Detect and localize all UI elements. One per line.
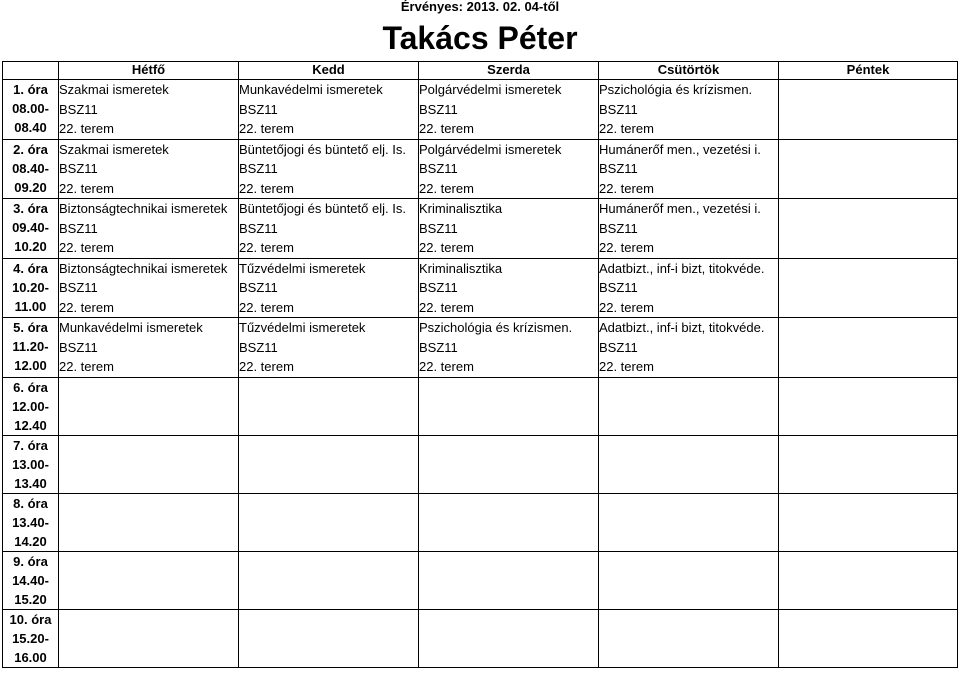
lesson-cell	[779, 551, 958, 609]
lesson-subject: Polgárvédelmi ismeretek	[419, 141, 562, 157]
lesson-group: BSZ11	[239, 280, 278, 295]
lesson-subject: Szakmai ismeretek	[59, 82, 169, 97]
lesson-cell	[599, 139, 779, 199]
lesson-subject: Munkavédelmi ismeretek	[239, 82, 383, 97]
lesson-slot-start: 13.40-	[12, 514, 49, 530]
lesson-slot-start: 10.20-	[12, 279, 49, 295]
lesson-cell	[779, 435, 958, 493]
lesson-slot-label: 5. óra	[13, 320, 48, 335]
lesson-cell	[239, 551, 419, 609]
lesson-group	[779, 338, 957, 358]
lesson-group	[779, 219, 957, 239]
lesson-subject	[779, 140, 957, 160]
lesson-room: 22. terem	[59, 121, 114, 136]
lesson-cell	[59, 258, 239, 318]
lesson-cell	[779, 199, 958, 259]
lesson-cell	[419, 609, 599, 667]
lesson-room	[779, 357, 957, 377]
lesson-slot	[3, 258, 59, 318]
lesson-room: 22. terem	[239, 180, 294, 196]
lesson-slot	[3, 551, 59, 609]
lesson-group: BSZ11	[59, 280, 98, 295]
lesson-subject: Adatbizt., inf-i bizt, titokvéde.	[599, 320, 765, 335]
lesson-row	[3, 435, 958, 493]
lesson-room: 22. terem	[59, 359, 114, 374]
lesson-slot-end: 12.40	[14, 417, 47, 433]
lesson-cell	[419, 318, 599, 378]
lesson-slot-start: 09.40-	[12, 220, 49, 235]
day-header: Péntek	[779, 62, 958, 80]
lesson-group: BSZ11	[599, 339, 638, 355]
lesson-slot-end: 16.00	[14, 649, 47, 665]
lesson-room: 22. terem	[239, 299, 294, 315]
day-header: Szerda	[419, 62, 599, 80]
lesson-group: BSZ11	[599, 161, 638, 176]
lesson-room: 22. terem	[599, 299, 654, 315]
lesson-group	[779, 278, 957, 298]
timetable	[2, 61, 958, 668]
lesson-slot-start: 14.40-	[12, 572, 49, 588]
lesson-row	[3, 493, 958, 551]
lesson-slot-end: 08.40	[14, 120, 47, 135]
lesson-cell	[779, 318, 958, 378]
lesson-cell	[779, 609, 958, 667]
lesson-subject	[779, 199, 957, 219]
lesson-slot-start: 13.00-	[12, 456, 49, 472]
lesson-subject: Pszichológia és krízismen.	[419, 320, 573, 335]
lesson-subject: Polgárvédelmi ismeretek	[419, 82, 562, 97]
lesson-cell	[599, 493, 779, 551]
lesson-slot-end: 12.00	[14, 358, 47, 373]
lesson-row	[3, 139, 958, 199]
lesson-room: 22. terem	[239, 359, 294, 374]
lesson-slot-start: 15.20-	[12, 630, 49, 646]
lesson-room	[779, 119, 957, 139]
lesson-cell	[599, 318, 779, 378]
day-header-row	[3, 62, 958, 80]
lesson-slot-end: 15.20	[14, 591, 47, 607]
lesson-cell	[779, 377, 958, 435]
lesson-room: 22. terem	[59, 240, 114, 255]
lesson-slot-label: 10. óra	[9, 611, 52, 627]
lesson-group: BSZ11	[59, 101, 98, 117]
lesson-group: BSZ11	[239, 220, 278, 236]
lesson-group: BSZ11	[599, 101, 638, 117]
validity-date: Érvényes: 2013. 02. 04-től	[400, 0, 560, 14]
lesson-room: 22. terem	[599, 121, 654, 136]
lesson-group: BSZ11	[599, 280, 638, 295]
lesson-row	[3, 80, 958, 140]
lesson-row	[3, 199, 958, 259]
lesson-subject: Tűzvédelmi ismeretek	[239, 320, 366, 335]
lesson-group: BSZ11	[239, 101, 278, 117]
lesson-cell	[599, 435, 779, 493]
lesson-cell	[59, 377, 239, 435]
lesson-slot-end: 13.40	[14, 475, 47, 491]
lesson-group: BSZ11	[239, 339, 278, 355]
lesson-subject: Humánerőf men., vezetési i.	[599, 141, 761, 157]
lesson-cell	[239, 318, 419, 378]
lesson-room	[779, 298, 957, 318]
lesson-cell	[599, 258, 779, 318]
lesson-room: 22. terem	[59, 180, 114, 196]
corner-cell	[3, 62, 59, 80]
lesson-room: 22. terem	[419, 299, 474, 315]
lesson-cell	[239, 139, 419, 199]
lesson-cell	[419, 377, 599, 435]
lesson-subject: Biztonságtechnikai ismeretek	[59, 260, 228, 276]
lesson-subject	[779, 318, 957, 338]
lesson-slot	[3, 318, 59, 378]
lesson-slot-start: 11.20-	[12, 339, 49, 354]
lesson-cell	[239, 377, 419, 435]
lesson-subject: Szakmai ismeretek	[59, 141, 169, 157]
lesson-slot	[3, 139, 59, 199]
lesson-cell	[419, 493, 599, 551]
lesson-slot	[3, 435, 59, 493]
lesson-slot-label: 8. óra	[13, 495, 48, 511]
lesson-cell	[239, 435, 419, 493]
lesson-subject: Büntetőjogi és büntető elj. Is.	[239, 201, 406, 216]
lesson-cell	[599, 199, 779, 259]
lesson-cell	[59, 609, 239, 667]
lesson-subject: Munkavédelmi ismeretek	[59, 320, 203, 335]
lesson-slot-label: 3. óra	[13, 201, 48, 216]
lesson-cell	[239, 80, 419, 140]
lesson-cell	[599, 551, 779, 609]
lesson-cell	[779, 493, 958, 551]
lesson-subject	[779, 259, 957, 279]
lesson-room: 22. terem	[239, 240, 294, 255]
lesson-slot-label: 7. óra	[13, 437, 48, 453]
day-header: Hétfő	[59, 62, 239, 80]
lesson-room	[779, 238, 957, 258]
lesson-slot-start: 08.40-	[12, 160, 49, 176]
lesson-slot-start: 08.00-	[12, 101, 49, 116]
lesson-slot-label: 1. óra	[13, 82, 48, 97]
lesson-slot-label: 2. óra	[13, 141, 48, 157]
lesson-cell	[599, 80, 779, 140]
lesson-cell	[419, 435, 599, 493]
lesson-cell	[59, 80, 239, 140]
lesson-cell	[59, 551, 239, 609]
lesson-subject	[779, 80, 957, 100]
day-header: Csütörtök	[599, 62, 779, 80]
lesson-group: BSZ11	[599, 220, 638, 236]
lesson-cell	[779, 80, 958, 140]
lesson-room: 22. terem	[419, 180, 474, 196]
lesson-group: BSZ11	[59, 220, 98, 236]
lesson-cell	[239, 258, 419, 318]
lesson-group: BSZ11	[59, 339, 98, 355]
lesson-cell	[599, 377, 779, 435]
lesson-group: BSZ11	[419, 161, 458, 176]
lesson-cell	[419, 258, 599, 318]
lesson-cell	[599, 609, 779, 667]
lesson-cell	[239, 493, 419, 551]
lesson-row	[3, 258, 958, 318]
lesson-room: 22. terem	[599, 359, 654, 374]
lesson-cell	[419, 551, 599, 609]
lesson-cell	[419, 80, 599, 140]
lesson-slot-end: 09.20	[14, 179, 47, 195]
lesson-cell	[59, 139, 239, 199]
lesson-cell	[239, 609, 419, 667]
lesson-group: BSZ11	[239, 161, 278, 176]
lesson-group: BSZ11	[419, 101, 458, 117]
lesson-slot	[3, 493, 59, 551]
lesson-cell	[779, 258, 958, 318]
lesson-group: BSZ11	[419, 339, 458, 355]
teacher-name: Takács Péter	[382, 20, 578, 56]
lesson-room: 22. terem	[599, 240, 654, 255]
lesson-room: 22. terem	[419, 121, 474, 136]
lesson-subject: Adatbizt., inf-i bizt, titokvéde.	[599, 260, 765, 276]
lesson-row	[3, 318, 958, 378]
day-header: Kedd	[239, 62, 419, 80]
lesson-cell	[59, 435, 239, 493]
lesson-cell	[239, 199, 419, 259]
lesson-slot-start: 12.00-	[12, 398, 49, 414]
lesson-room	[779, 179, 957, 199]
lesson-slot-label: 6. óra	[13, 379, 48, 395]
lesson-slot-end: 10.20	[14, 239, 47, 254]
lesson-row	[3, 377, 958, 435]
lesson-row	[3, 551, 958, 609]
lesson-cell	[59, 318, 239, 378]
lesson-subject: Tűzvédelmi ismeretek	[239, 260, 366, 276]
lesson-room: 22. terem	[59, 299, 114, 315]
lesson-room: 22. terem	[419, 359, 474, 374]
lesson-group	[779, 100, 957, 120]
lesson-slot	[3, 199, 59, 259]
lesson-slot-label: 9. óra	[13, 553, 48, 569]
lesson-cell	[419, 199, 599, 259]
lesson-group: BSZ11	[59, 161, 98, 176]
lesson-cell	[59, 493, 239, 551]
lesson-slot	[3, 609, 59, 667]
lesson-slot	[3, 377, 59, 435]
lesson-group: BSZ11	[419, 280, 458, 295]
timetable-body	[3, 80, 958, 668]
lesson-group	[779, 159, 957, 179]
lesson-cell	[779, 139, 958, 199]
lesson-room: 22. terem	[419, 240, 474, 255]
lesson-slot-end: 11.00	[14, 298, 47, 314]
lesson-slot-label: 4. óra	[13, 260, 48, 276]
lesson-subject: Büntetőjogi és büntető elj. Is.	[239, 141, 406, 157]
lesson-slot-end: 14.20	[14, 533, 47, 549]
lesson-room: 22. terem	[599, 180, 654, 196]
lesson-room: 22. terem	[239, 121, 294, 136]
lesson-row	[3, 609, 958, 667]
lesson-subject: Pszichológia és krízismen.	[599, 82, 753, 97]
lesson-cell	[419, 139, 599, 199]
lesson-slot	[3, 80, 59, 140]
lesson-subject: Humánerőf men., vezetési i.	[599, 201, 761, 216]
lesson-subject: Kriminalisztika	[419, 260, 503, 276]
lesson-cell	[59, 199, 239, 259]
lesson-subject: Kriminalisztika	[419, 201, 503, 216]
lesson-group: BSZ11	[419, 220, 458, 236]
lesson-subject: Biztonságtechnikai ismeretek	[59, 201, 228, 216]
